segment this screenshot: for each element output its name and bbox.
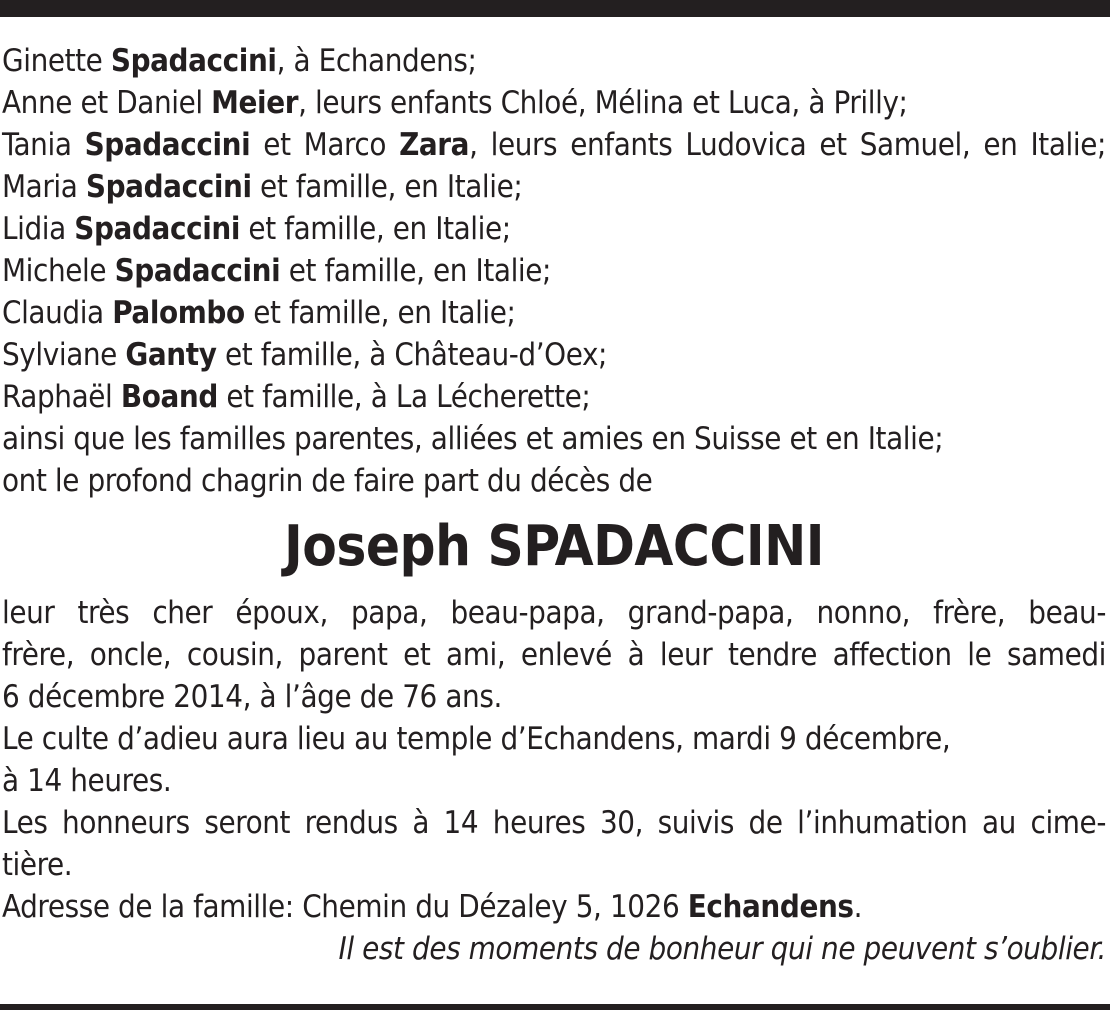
family-detail: et famille, en Italie; — [280, 253, 552, 289]
surname: Spadaccini — [74, 211, 240, 247]
family-connector: et Marco — [250, 127, 400, 163]
family-line — [2, 292, 1106, 334]
first-name: Maria — [2, 169, 86, 205]
first-name: Sylviane — [2, 337, 126, 373]
first-name: Claudia — [2, 295, 113, 331]
first-name: Michele — [2, 253, 115, 289]
first-name: Lidia — [2, 211, 75, 247]
first-name: Anne et Daniel — [2, 85, 212, 121]
tribute-line: 6 décembre 2014, à l’âge de 76 ans. — [2, 679, 502, 715]
family-line — [2, 166, 1106, 208]
honours-line: Les honneurs seront rendus à 14 heures 30, suivis de l’inhumation au cime- — [2, 805, 1106, 841]
tribute-line: leur très cher époux, papa, beau-papa, grand-papa, nonno, frère, beau- — [2, 595, 1106, 631]
announcement-line: ont le profond chagrin de faire part du décès de — [2, 463, 653, 499]
surname: Zara — [399, 127, 470, 163]
surname: Spadaccini — [84, 127, 251, 163]
family-detail: et famille, à La Lécherette; — [217, 379, 591, 415]
relatives-line: ainsi que les familles parentes, alliées et amies en Suisse et en Italie; — [2, 421, 944, 457]
family-line — [2, 40, 1106, 82]
surname: Spadaccini — [110, 43, 277, 79]
deceased-name: Joseph SPADACCINI — [284, 514, 824, 579]
family-detail: et famille, en Italie; — [239, 211, 511, 247]
closing-motto: Il est des moments de bonheur qui ne peuvent s’oublier. — [338, 931, 1106, 967]
surname: Meier — [211, 85, 299, 121]
family-detail: et famille, en Italie; — [251, 169, 523, 205]
family-detail: et famille, en Italie; — [244, 295, 516, 331]
tribute-line: frère, oncle, cousin, parent et ami, enlevé à leur tendre affection le samedi — [2, 637, 1106, 673]
family-line — [2, 334, 1106, 376]
family-line — [2, 208, 1106, 250]
obituary-notice — [2, 40, 1106, 970]
first-name: Ginette — [2, 43, 111, 79]
service-line: à 14 heures. — [2, 763, 172, 799]
first-name: Raphaël — [2, 379, 121, 415]
surname: Palombo — [112, 295, 245, 331]
bottom-border-rule — [0, 1004, 1110, 1010]
first-name: Tania — [2, 127, 85, 163]
surname: Spadaccini — [85, 169, 252, 205]
family-detail: , à Echandens; — [276, 43, 477, 79]
family-line — [2, 124, 1106, 166]
service-line: Le culte d’adieu aura lieu au temple d’Echandens, mardi 9 décembre, — [2, 721, 951, 757]
surname: Spadaccini — [114, 253, 281, 289]
family-line — [2, 82, 1106, 124]
address-text: Adresse de la famille: Chemin du Dézaley 5, 1026 — [2, 889, 688, 925]
family-detail: et famille, à Château-d’Oex; — [216, 337, 608, 373]
family-detail: , leurs enfants Ludovica et Samuel, en Italie; — [469, 127, 1106, 163]
family-line — [2, 250, 1106, 292]
family-line — [2, 376, 1106, 418]
family-address — [2, 886, 1106, 928]
family-detail: , leurs enfants Chloé, Mélina et Luca, à Prilly; — [298, 85, 908, 121]
surname: Boand — [120, 379, 218, 415]
honours-line: tière. — [2, 847, 73, 883]
top-border-rule — [0, 0, 1110, 17]
address-suffix: . — [853, 889, 863, 925]
surname: Ganty — [125, 337, 217, 373]
address-town: Echandens — [687, 889, 854, 925]
